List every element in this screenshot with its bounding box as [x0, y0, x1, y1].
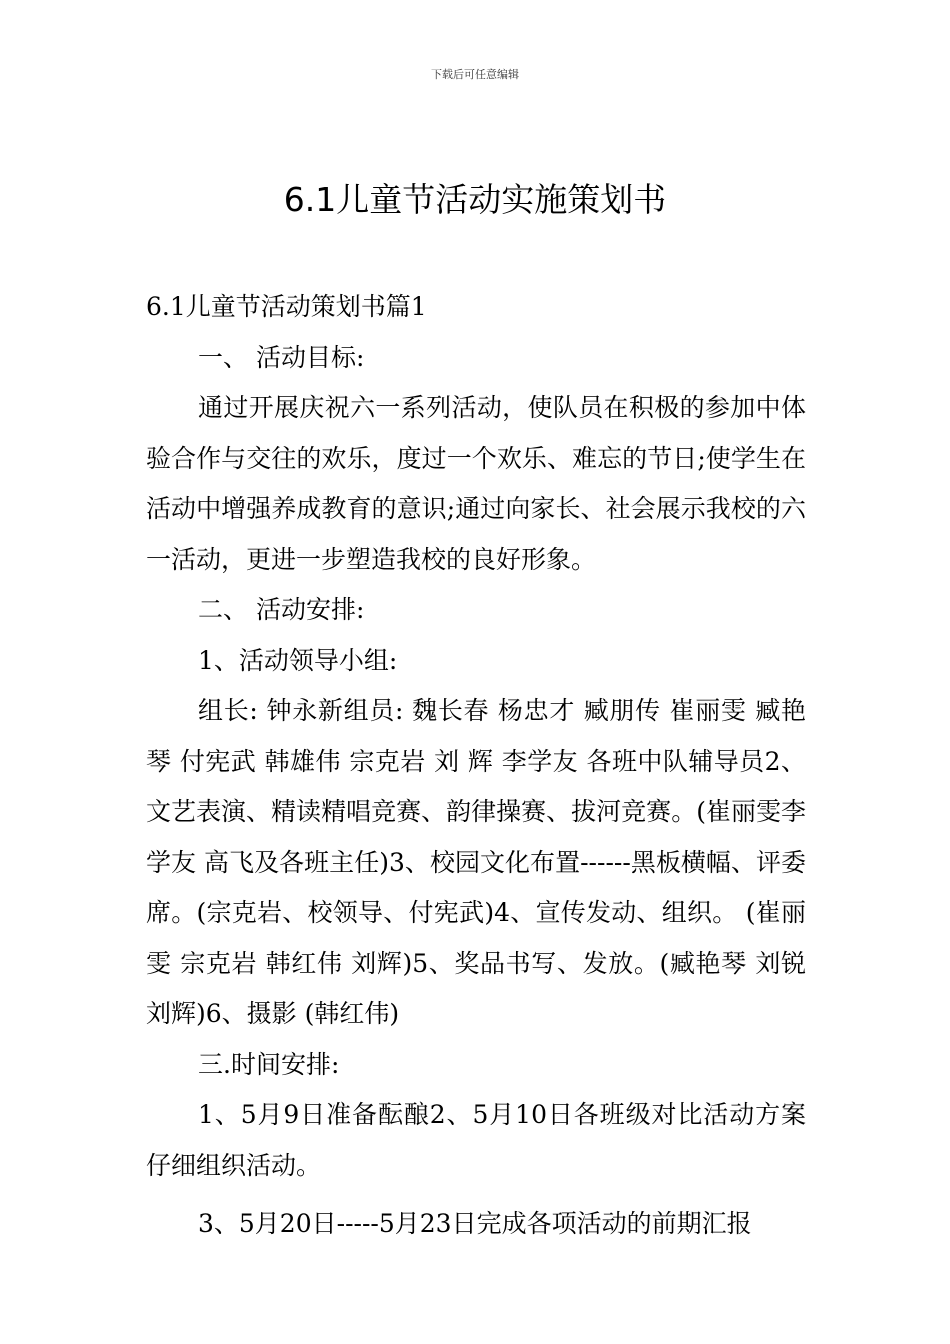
paragraph-members: 组长: 钟永新组员: 魏长春 杨忠才 臧朋传 崔丽雯 臧艳琴 付宪武 韩雄伟 宗克岩 刘 辉 李学友 各班中队辅导员2、文艺表演、精读精唱竞赛、韵律操赛、拔河竞赛。(崔丽雯李学友 高飞及各班主任)3、校园文化布置------黑板横幅、评委席。(宗克岩、校领导、付宪武)4、宣传发动、组织。 (崔丽雯 宗克岩 韩红伟 刘辉)5、奖品书写、发放。(臧艳琴 刘锐 刘辉)6、摄影 (韩红伟): [146, 696, 806, 1028]
subheading-leadership: 1、活动领导小组:: [198, 645, 398, 675]
paragraph-goals: 通过开展庆祝六一系列活动，使队员在积极的参加中体验合作与交往的欢乐，度过一个欢乐、难忘的节日;使学生在活动中增强养成教育的意识;通过向家长、社会展示我校的六一活动，更进一步塑造我校的良好形象。: [146, 393, 806, 574]
section-heading: 6.1儿童节活动策划书篇1: [146, 292, 427, 321]
document-title: 6.1儿童节活动实施策划书: [283, 180, 667, 219]
paragraph-schedule-1: 1、5月9日准备酝酿2、5月10日各班级对比活动方案仔细组织活动。: [146, 1100, 806, 1180]
subheading-goals: 一、 活动目标:: [198, 342, 365, 372]
subheading-arrangement: 二、 活动安排:: [198, 595, 365, 624]
paragraph-schedule-2: 3、5月20日-----5月23日完成各项活动的前期汇报: [198, 1209, 752, 1238]
subheading-schedule: 三.时间安排:: [198, 1049, 340, 1079]
header-note: 下载后可任意编辑: [431, 68, 519, 81]
document-body: [146, 282, 806, 1250]
